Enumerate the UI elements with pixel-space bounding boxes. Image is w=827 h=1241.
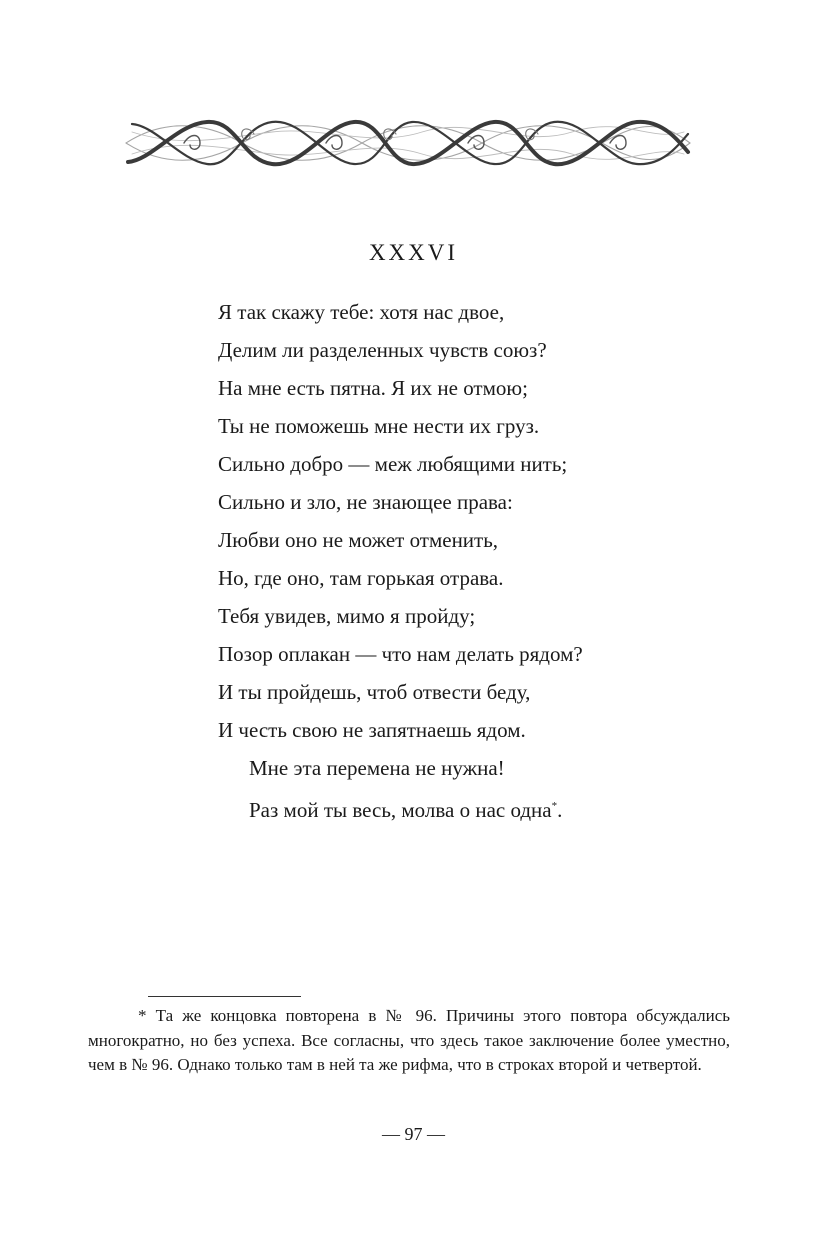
poem-line: Сильно добро — меж любящими нить; xyxy=(218,452,568,476)
poem-line: Делим ли разделенных чувств союз? xyxy=(218,338,547,362)
couplet-line-end: . xyxy=(557,798,563,822)
poem-line: Но, где оно, там горькая отрава. xyxy=(218,566,504,590)
poem-line: Сильно и зло, не знающее права: xyxy=(218,490,513,514)
footnote-reference[interactable]: * xyxy=(551,800,558,812)
footnote-divider xyxy=(148,996,301,997)
couplet-line-text: Раз мой ты весь, молва о нас одна xyxy=(249,798,552,822)
poem-line: И честь свою не запятнаешь ядом. xyxy=(218,718,526,742)
page-number: — 97 — xyxy=(382,1124,445,1144)
poem-line: Любви оно не может отменить, xyxy=(218,528,499,552)
poem-line: На мне есть пятна. Я их не отмою; xyxy=(218,376,528,400)
footnote-text: Та же концовка повторена в № 96. Причины этого повтора обсуждались многократно, но без успеха. Все согласны, что здесь такое заключение более уместно, чем в № 96. Однако только там в ней та же рифма, что в строках второй и четвертой. xyxy=(88,1006,731,1074)
poem-body xyxy=(218,296,738,828)
couplet-line: Мне эта перемена не нужна! xyxy=(249,756,505,780)
poem-line: Позор оплакан — что нам делать рядом? xyxy=(218,642,583,666)
couplet-line xyxy=(218,790,738,828)
footnote-mark: * xyxy=(138,1006,147,1025)
footnote xyxy=(88,1004,730,1078)
poem-line: Я так скажу тебе: хотя нас двое, xyxy=(218,300,505,324)
poem-line: Ты не поможешь мне нести их груз. xyxy=(218,414,540,438)
poem-line: И ты пройдешь, чтоб отвести беду, xyxy=(218,680,531,704)
poem-line: Тебя увидев, мимо я пройду; xyxy=(218,604,476,628)
decorative-ornament xyxy=(122,112,694,174)
poem-number: XXXVI xyxy=(368,240,459,265)
